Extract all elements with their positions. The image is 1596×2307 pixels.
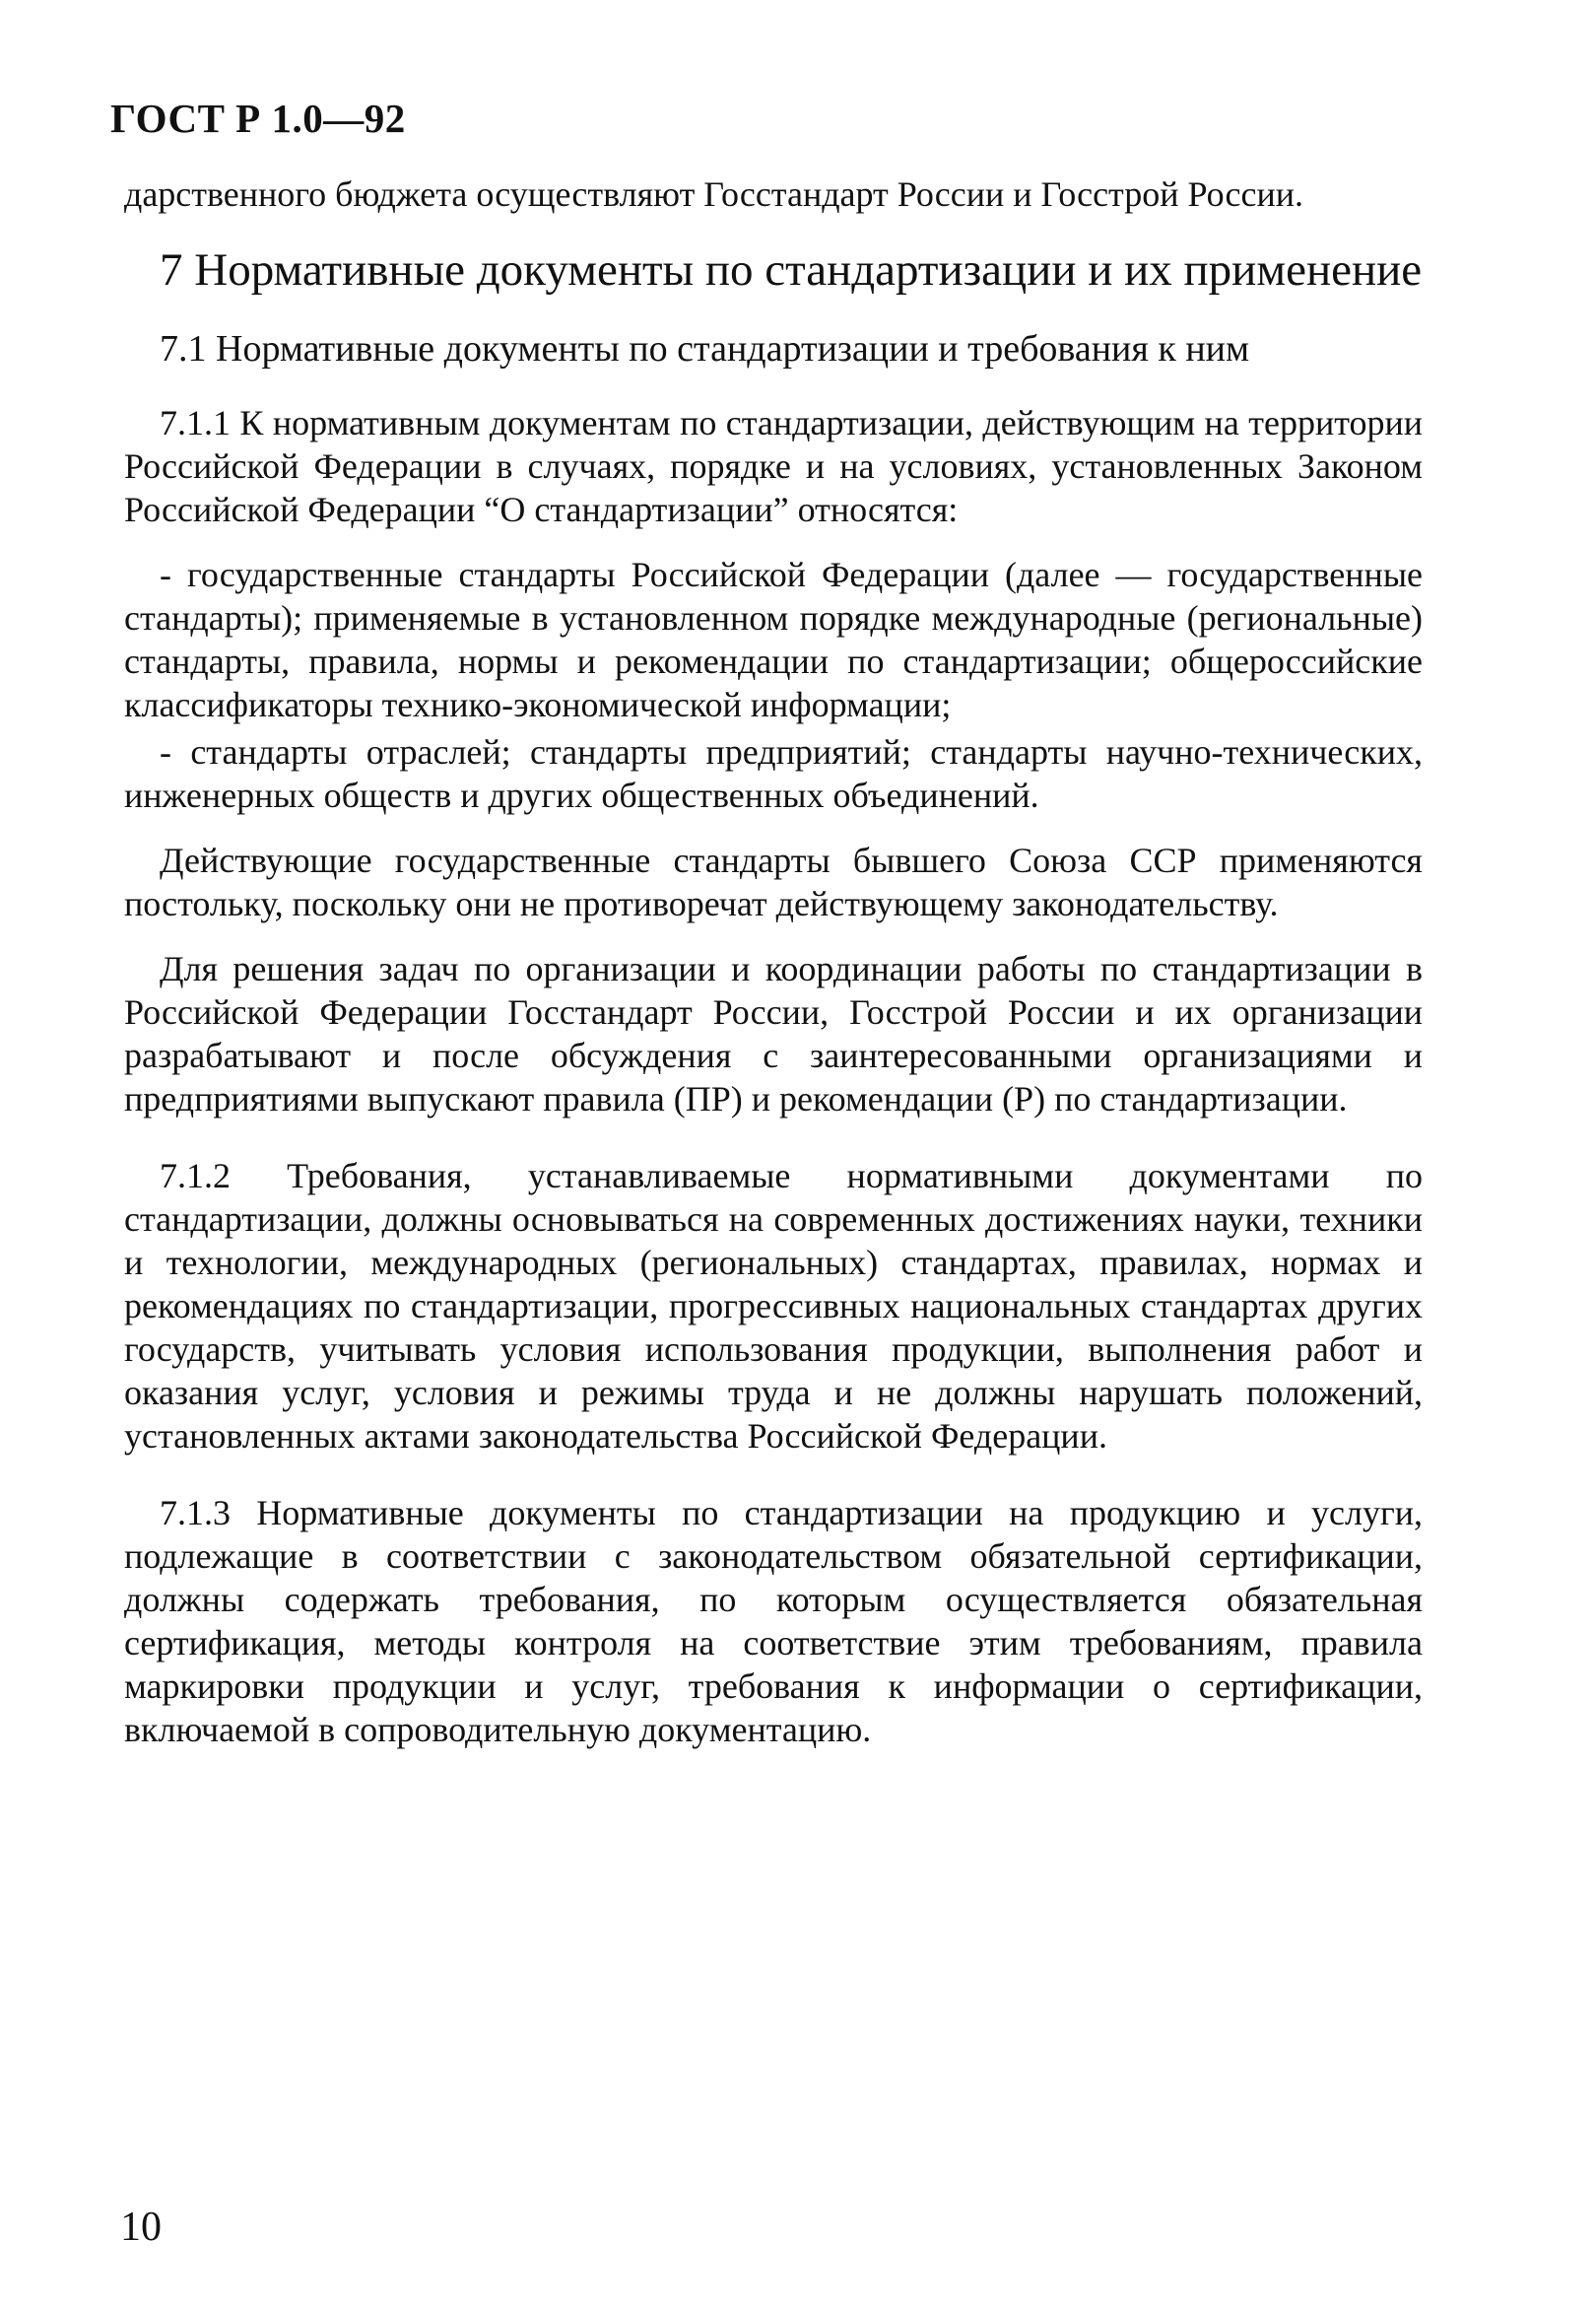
clause-7-1-3: 7.1.3 Нормативные документы по стандартизации на продукцию и услуги, подлежащие в соответствии с законодательством обязательной сертификации, должны содержать требования, по которым осуществляется обязательная сертификация, методы контроля на соответствие этим требованиям, правила маркировки продукции и услуг, требования к информации о сертификации, включаемой в сопроводительную документацию. xyxy=(124,1493,1423,1749)
continued-paragraph: дарственного бюджета осуществляют Госстандарт России и Госстрой России. xyxy=(124,174,1303,214)
list-item: - государственные стандарты Российской Федерации (далее — государственные стандарты); применяемые в установленном порядке международные (региональные) стандарты, правила, нормы и рекомендации по стандартизации; общероссийские классификаторы технико-экономической информации; xyxy=(124,555,1423,724)
clause-7-1-1: 7.1.1 К нормативным документам по стандартизации, действующим на территории Российской Федерации в случаях, порядке и на условиях, установленных Законом Российской Федерации “О стандартизации” относятся: xyxy=(124,403,1423,529)
running-header: ГОСТ Р 1.0—92 xyxy=(110,96,406,141)
page-body xyxy=(124,172,1423,1751)
subsection-heading: 7.1 Нормативные документы по стандартизации и требования к ним xyxy=(160,328,1250,370)
clause-7-1-2: 7.1.2 Требования, устанавливаемые нормативными документами по стандартизации, должны основываться на современных достижениях науки, техники и технологии, международных (региональных) стандартах, правилах, нормах и рекомендациях по стандартизации, прогрессивных национальных стандартах других государств, учитывать условия использования продукции, выполнения работ и оказания услуг, условия и режимы труда и не должны нарушать положений, установленных актами законодательства Российской Федерации. xyxy=(124,1156,1423,1456)
page-number: 10 xyxy=(120,2205,162,2250)
list-item: - стандарты отраслей; стандарты предприятий; стандарты научно-технических, инженерных обществ и других общественных объединений. xyxy=(124,732,1423,815)
paragraph: Для решения задач по организации и координации работы по стандартизации в Российской Федерации Госстандарт России, Госстрой России и их организации разрабатывают и после обсуждения с заинтересованными организациями и предприятиями выпускают правила (ПР) и рекомендации (Р) по стандартизации. xyxy=(124,949,1423,1119)
paragraph: Действующие государственные стандарты бывшего Союза ССР применяются постольку, поскольку они не противоречат действующему законодательству. xyxy=(124,841,1423,923)
section-heading: 7 Нормативные документы по стандартизации и их применение xyxy=(160,244,1423,296)
